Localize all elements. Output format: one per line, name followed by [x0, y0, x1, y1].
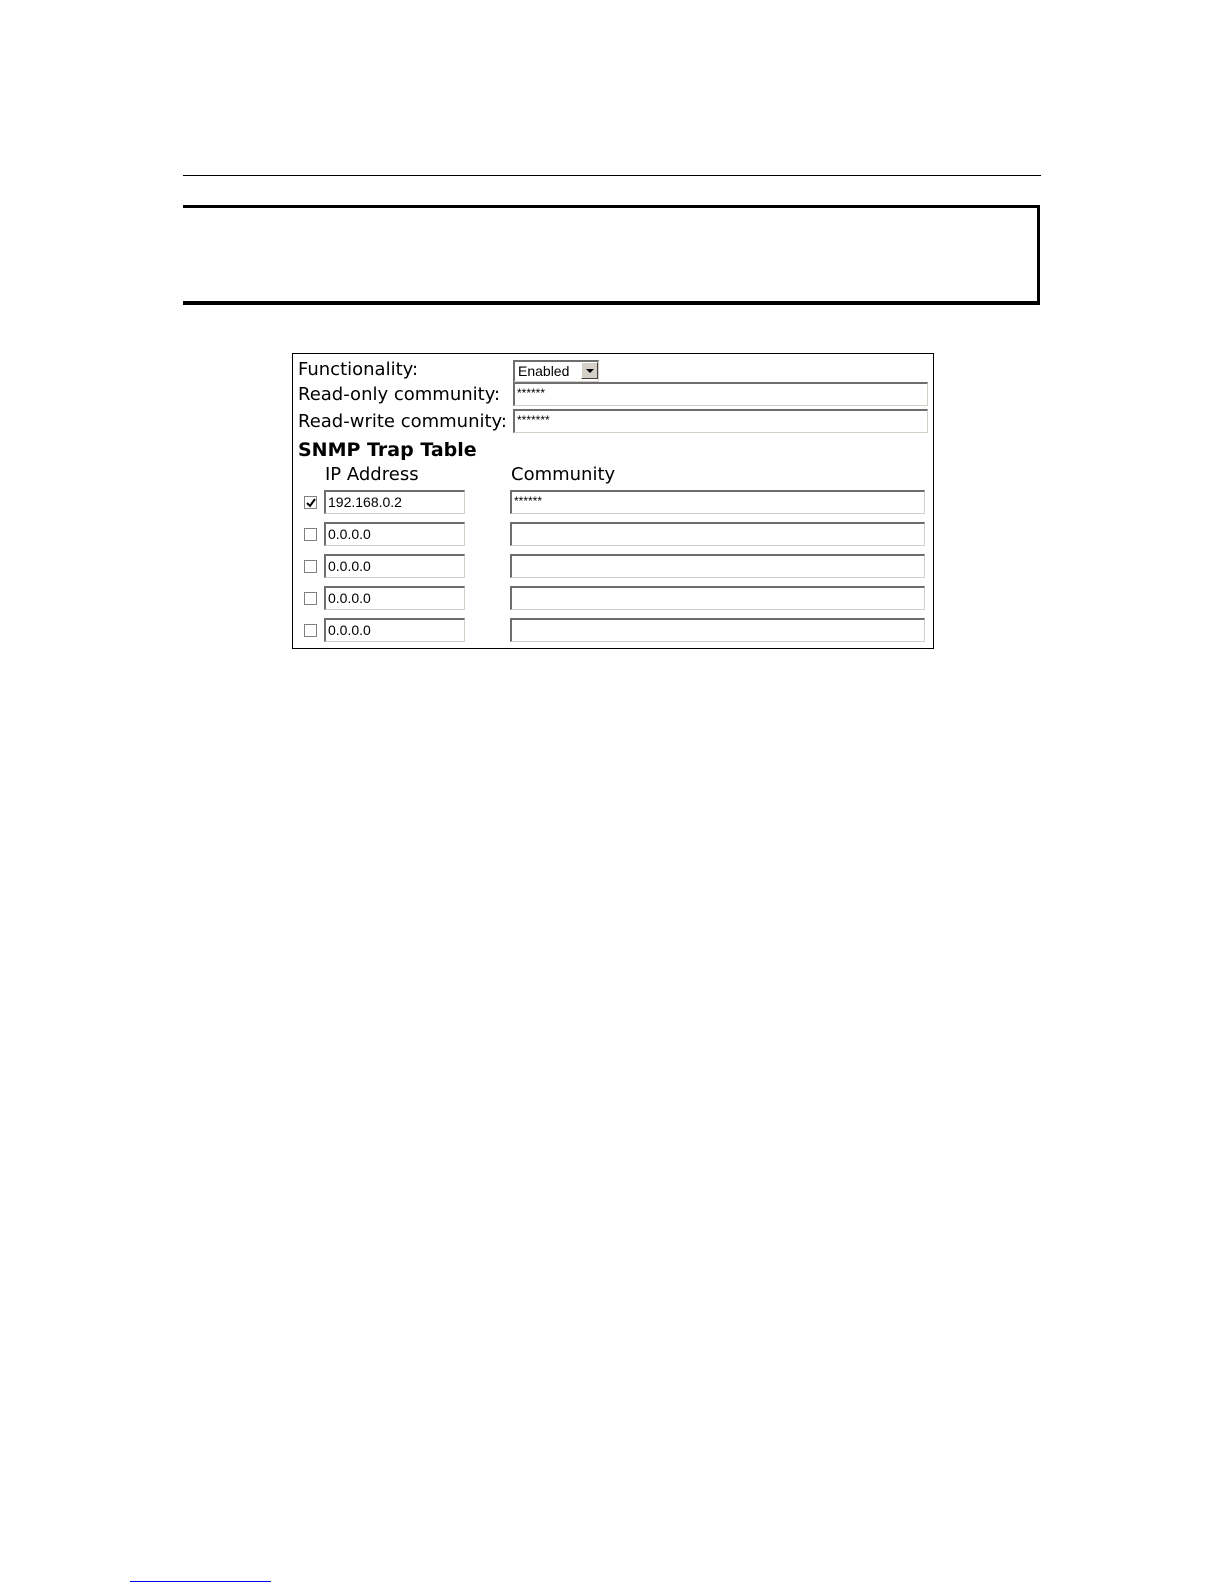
trap-row-4-ip-input[interactable]: 0.0.0.0: [324, 586, 465, 610]
trap-row-1-community-input[interactable]: ******: [510, 490, 925, 514]
trap-row-1-ip-input[interactable]: 192.168.0.2: [324, 490, 465, 514]
read-write-label: Read-write community:: [298, 411, 507, 432]
trap-row-2-ip-input[interactable]: 0.0.0.0: [324, 522, 465, 546]
functionality-label: Functionality:: [298, 359, 419, 380]
chevron-down-icon: [586, 369, 594, 373]
trap-row-1-checkbox[interactable]: [304, 496, 317, 509]
read-only-community-input[interactable]: ******: [513, 382, 928, 406]
trap-row-5-checkbox[interactable]: [304, 624, 317, 637]
trap-row-4-checkbox[interactable]: [304, 592, 317, 605]
trap-row-2-community-input[interactable]: [510, 522, 925, 546]
checkmark-icon: [306, 498, 316, 508]
read-write-community-input[interactable]: *******: [513, 409, 928, 433]
community-column-header: Community: [511, 464, 616, 485]
trap-row-5-ip-input[interactable]: 0.0.0.0: [324, 618, 465, 642]
trap-row-5-community-input[interactable]: [510, 618, 925, 642]
trap-row-2-checkbox[interactable]: [304, 528, 317, 541]
trap-row-4-community-input[interactable]: [510, 586, 925, 610]
ip-address-column-header: IP Address: [325, 464, 419, 485]
trap-row-3-checkbox[interactable]: [304, 560, 317, 573]
functionality-select[interactable]: [513, 360, 599, 382]
trap-table-heading: SNMP Trap Table: [298, 439, 477, 461]
note-box: [183, 205, 1040, 305]
top-rule: [183, 175, 1041, 176]
dropdown-button[interactable]: [581, 362, 598, 379]
snmp-settings-panel: [292, 353, 934, 649]
trap-row-3-community-input[interactable]: [510, 554, 925, 578]
footnote-rule: [130, 1581, 271, 1582]
trap-row-3-ip-input[interactable]: 0.0.0.0: [324, 554, 465, 578]
read-only-label: Read-only community:: [298, 384, 501, 405]
functionality-select-value: Enabled: [518, 363, 570, 379]
